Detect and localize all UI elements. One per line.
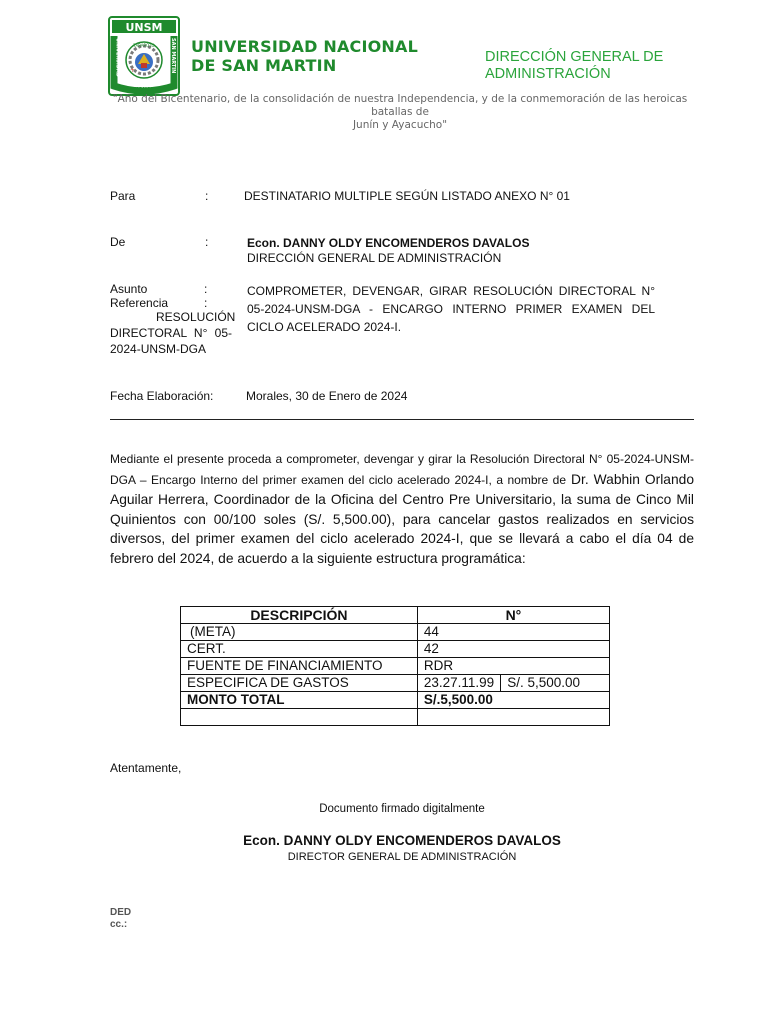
fuente-value: RDR (417, 658, 609, 675)
fuente-label: FUENTE DE FINANCIAMIENTO (181, 658, 418, 675)
table-header-description: DESCRIPCIÓN (181, 607, 418, 624)
total-label: MONTO TOTAL (181, 692, 418, 709)
office-heading (485, 49, 663, 83)
table-row (181, 624, 610, 641)
empty-cell (181, 709, 418, 726)
meta-label: (META) (181, 624, 418, 641)
digital-signature-note: Documento firmado digitalmente (319, 803, 485, 815)
cert-value: 42 (417, 641, 609, 658)
subject-value: COMPROMETER, DEVENGAR, GIRAR RESOLUCIÓN DIRECTORAL N° 05-2024-UNSM-DGA - ENCARGO INTERNO PRIMER EXAMEN DEL CICLO ACELERADO 2024-I. (247, 284, 655, 334)
body-part1: Mediante el presente proceda a comprometer, devengar y girar la Resolución Directoral N° 05-2024-UNSM-DGA – Encargo Interno del primer examen del ciclo acelerado 2024-I, a nombre de (110, 452, 694, 487)
referencia-label: Referencia (110, 296, 169, 310)
fecha-value: Morales, 30 de Enero de 2024 (246, 389, 408, 403)
sender-name: Econ. DANNY OLDY ENCOMENDEROS DAVALOS (247, 236, 530, 250)
table-row (181, 675, 610, 692)
empty-cell (417, 709, 609, 726)
especifica-amount: S/. 5,500.00 (507, 675, 580, 690)
table-row (181, 658, 610, 675)
para-colon: : (205, 189, 209, 203)
especifica-cell (417, 675, 609, 692)
motto-line2: Junín y Ayacucho" (352, 119, 448, 131)
official-year-motto (110, 93, 690, 132)
total-value: S/.5,500.00 (417, 692, 609, 709)
cc-label: cc.: (110, 919, 128, 930)
university-seal-logo (108, 16, 180, 96)
body-paragraph (110, 449, 694, 568)
university-name-line1: UNIVERSIDAD NACIONAL (191, 37, 418, 56)
para-label: Para (110, 189, 136, 203)
asunto-colon: : (204, 282, 208, 296)
office-heading-line1: DIRECCIÓN GENERAL DE (485, 49, 664, 65)
de-label: De (110, 235, 126, 249)
motto-line1: "Año del Bicentenario, de la consolidación de nuestra Independencia, y de la conmemoración de las heroicas batallas de (112, 93, 688, 118)
budget-structure-table (180, 606, 610, 726)
especifica-label: ESPECIFICA DE GASTOS (181, 675, 418, 692)
office-heading-line2: ADMINISTRACIÓN (485, 66, 611, 82)
initials: DED (110, 907, 132, 918)
logo-acronym: UNSM (125, 21, 163, 34)
sender-office: DIRECCIÓN GENERAL DE ADMINISTRACIÓN (247, 251, 502, 265)
table-total-row (181, 692, 610, 709)
para-value: DESTINATARIO MULTIPLE SEGÚN LISTADO ANEXO N° 01 (244, 189, 570, 203)
table-row (181, 641, 610, 658)
meta-value: 44 (417, 624, 609, 641)
body-part2: Dr. Wabhin Orlando Aguilar Herrera, Coordinador de la Oficina del Centro Pre Universitario, la suma de Cinco Mil Quinientos con 00/100 soles (S/. 5,500.00), para cancelar gastos realizados en servicios diversos, del primer examen del ciclo acelerado 2024-I, que se llevará a cabo el día 04 de febrero del 2024, de acuerdo a la siguiente estructura programática: (110, 471, 694, 566)
logo-ring-bottom: NACIONAL DE (124, 87, 164, 93)
de-colon: : (205, 235, 209, 249)
university-name-line2: DE SAN MARTIN (191, 56, 337, 75)
table-header-number: N° (417, 607, 609, 624)
logo-ring-left: UNIVERSIDAD (114, 38, 121, 77)
especifica-code: 23.27.11.99 (424, 675, 501, 691)
header-divider (110, 419, 694, 420)
cert-label: CERT. (181, 641, 418, 658)
logo-banner: TARAPOTO (133, 43, 155, 48)
svg-text:+: + (130, 67, 136, 74)
signer-title: DIRECTOR GENERAL DE ADMINISTRACIÓN (287, 851, 517, 863)
university-name (191, 37, 418, 75)
logo-ring-right: SAN MARTIN (170, 38, 176, 74)
signer-name: Econ. DANNY OLDY ENCOMENDEROS DAVALOS (243, 833, 561, 848)
table-empty-row (181, 709, 610, 726)
table-header-row (181, 607, 610, 624)
fecha-label: Fecha Elaboración: (110, 389, 214, 403)
closing-greeting: Atentamente, (110, 761, 182, 775)
asunto-label: Asunto (110, 282, 148, 296)
reference-value: RESOLUCIÓN DIRECTORAL N° 05-2024-UNSM-DGA (110, 310, 236, 356)
referencia-colon: : (204, 296, 208, 310)
